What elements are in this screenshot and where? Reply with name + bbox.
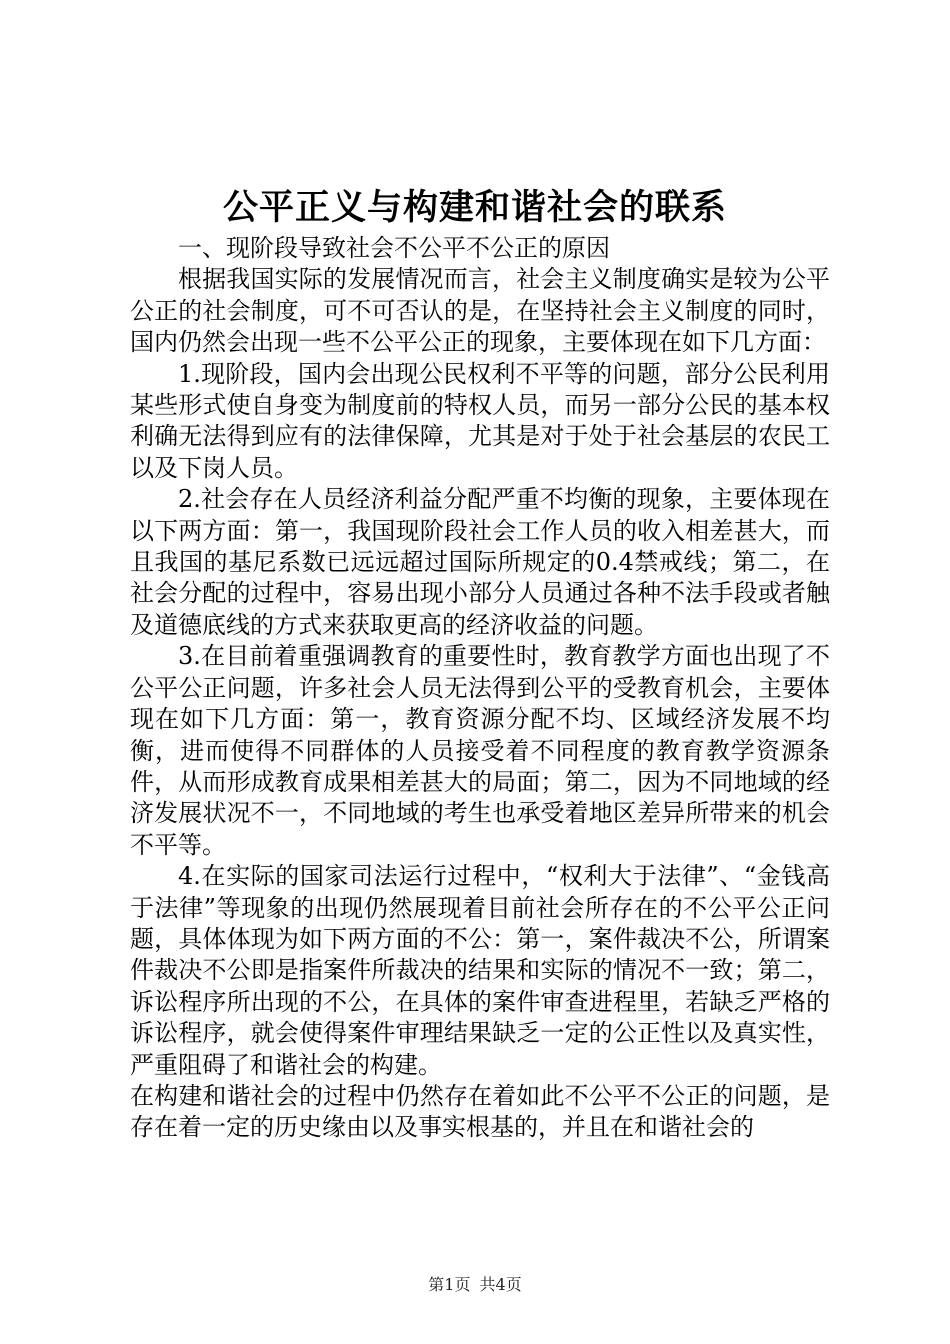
- paragraph-point-1: 1.现阶段，国内会出现公民权利不平等的问题，部分公民利用某些形式使自身变为制度前的特权人员，而另一部分公民的基本权利确无法得到应有的法律保障，尤其是对于处于社会基层的农民工以及下岗人员。: [130, 359, 830, 482]
- document-body: [130, 233, 830, 1144]
- paragraph-continuation: 在构建和谐社会的过程中仍然存在着如此不公平不公正的问题，是存在着一定的历史缘由以及事实根基的，并且在和谐社会的: [130, 1081, 830, 1142]
- section-heading: 一、现阶段导致社会不公平不公正的原因: [178, 234, 610, 262]
- page-number: 第1页: [428, 1275, 471, 1294]
- paragraph-point-4: 4.在实际的国家司法运行过程中，“权利大于法律”、“金钱高于法律”等现象的出现仍然展现着目前社会所存在的不公平公正问题，具体体现为如下两方面的不公：第一，案件裁决不公，所谓案件裁决不公即是指案件所裁决的结果和实际的情况不一致；第二，诉讼程序所出现的不公，在具体的案件审查进程里，若缺乏严格的诉讼程序，就会使得案件审理结果缺乏一定的公正性以及真实性，严重阻碍了和谐社会的构建。: [130, 862, 830, 1079]
- paragraph-point-3: 3.在目前着重强调教育的重要性时，教育教学方面也出现了不公平公正问题，许多社会人员无法得到公平的受教育机会，主要体现在如下几方面：第一，教育资源分配不均、区域经济发展不均衡，进而使得不同群体的人员接受着不同程度的教育教学资源条件，从而形成教育成果相差甚大的局面；第二，因为不同地域的经济发展状况不一，不同地域的考生也承受着地区差异所带来的机会不平等。: [130, 642, 830, 859]
- paragraph-intro: 根据我国实际的发展情况而言，社会主义制度确实是较为公平公正的社会制度，可不可否认的是，在坚持社会主义制度的同时，国内仍然会出现一些不公平公正的现象，主要体现在如下几方面：: [130, 265, 830, 357]
- document-title: 公平正义与构建和谐社会的联系: [222, 187, 727, 228]
- page-footer: [0, 1274, 950, 1296]
- page-total: 共4页: [479, 1275, 522, 1294]
- paragraph-point-2: 2.社会存在人员经济利益分配严重不均衡的现象，主要体现在以下两方面：第一，我国现阶段社会工作人员的收入相差甚大，而且我国的基尼系数已远远超过国际所规定的0.4禁戒线；第二，在社会分配的过程中，容易出现小部分人员通过各种不法手段或者触及道德底线的方式来获取更高的经济收益的问题。: [130, 485, 830, 639]
